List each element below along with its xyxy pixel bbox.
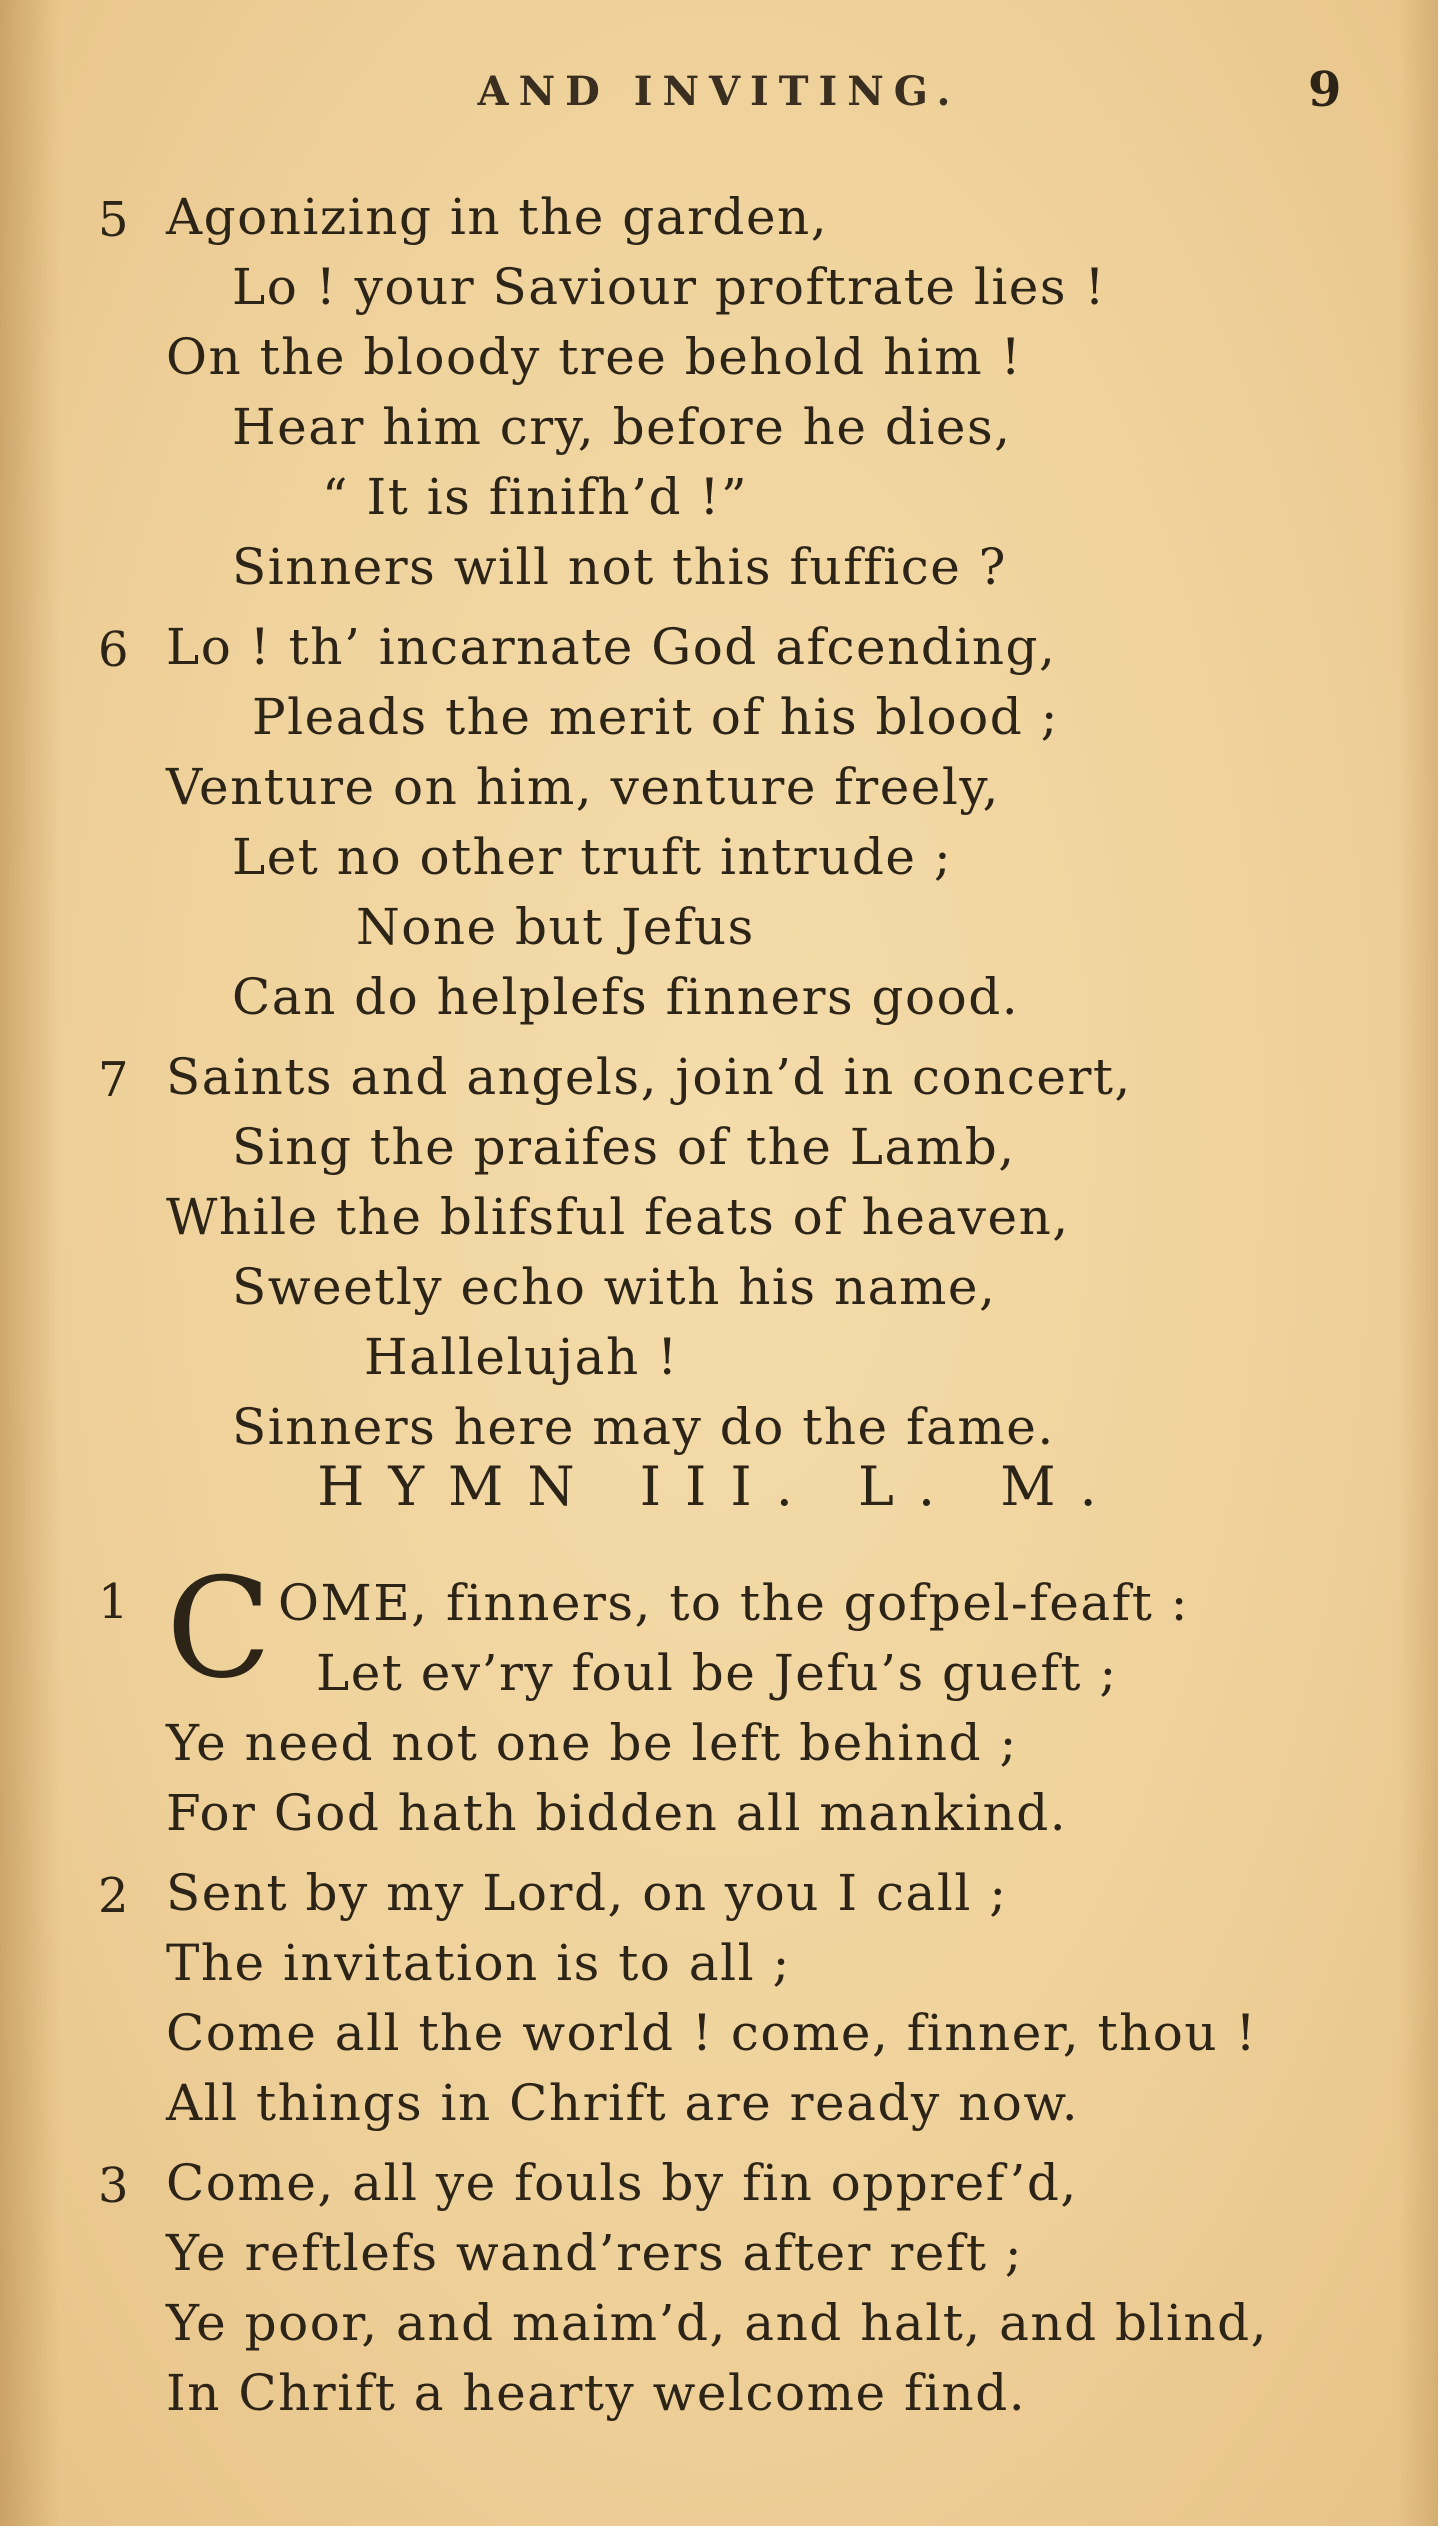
verse-number: 2: [98, 1868, 129, 1924]
verse-line: Sinners will not this fuffice ?: [232, 538, 1007, 596]
verse-line: Ye need not one be left behind ;: [166, 1714, 1018, 1772]
verse-line: Let ev’ry foul be Jefu’s gueft ;: [316, 1644, 1118, 1702]
verse-line: “ It is finifh’d !”: [322, 468, 749, 526]
verse-line: Pleads the merit of his blood ;: [252, 688, 1059, 746]
verse-line: Lo ! your Saviour proftrate lies !: [232, 258, 1107, 316]
verse-line: Sinners here may do the fame.: [232, 1398, 1055, 1456]
verse-line: Let no other truft intrude ;: [232, 828, 953, 886]
verse-line: Agonizing in the garden,: [166, 188, 829, 246]
verse-number: 5: [98, 192, 129, 248]
running-head: AND INVITING.: [477, 68, 961, 115]
verse-number: 6: [98, 622, 129, 678]
hymn-title: HYMN III. L. M.: [317, 1455, 1121, 1518]
verse-line: While the blifsful feats of heaven,: [166, 1188, 1070, 1246]
page-shadow-right: [1398, 0, 1438, 2526]
verse-line: Ye reftlefs wand’rers after reft ;: [166, 2224, 1024, 2282]
verse-line: Sweetly echo with his name,: [232, 1258, 997, 1316]
verse-line: For God hath bidden all mankind.: [166, 1784, 1068, 1842]
verse-number: 3: [98, 2158, 129, 2214]
verse-number: 7: [98, 1052, 129, 1108]
verse-line: All things in Chrift are ready now.: [166, 2074, 1080, 2132]
verse-line: On the bloody tree behold him !: [166, 328, 1023, 386]
verse-line: Come, all ye fouls by fin oppref’d,: [166, 2154, 1078, 2212]
verse-line: Hallelujah !: [364, 1328, 679, 1386]
drop-cap: C: [166, 1548, 272, 1709]
verse-line: Saints and angels, join’d in concert,: [166, 1048, 1132, 1106]
verse-line: Sent by my Lord, on you I call ;: [166, 1864, 1008, 1922]
verse-line: Come all the world ! come, finner, thou !: [166, 2004, 1258, 2062]
verse-line: Hear him cry, before he dies,: [232, 398, 1012, 456]
verse-line: Sing the praifes of the Lamb,: [232, 1118, 1016, 1176]
verse-line: None but Jefus: [356, 898, 755, 956]
verse-line: Ye poor, and maim’d, and halt, and blind,: [166, 2294, 1269, 2352]
verse-line: The invitation is to all ;: [166, 1934, 791, 1992]
verse-line: In Chrift a hearty welcome find.: [166, 2364, 1027, 2422]
verse-line: Venture on him, venture freely,: [166, 758, 1000, 816]
verse-line: Lo ! th’ incarnate God afcending,: [166, 618, 1057, 676]
page-shadow-left: [0, 0, 60, 2526]
verse-line: Can do helplefs finners good.: [232, 968, 1020, 1026]
verse-line: OME, finners, to the gofpel-feaft :: [278, 1574, 1190, 1632]
page-number: 9: [1308, 62, 1342, 118]
verse-number: 1: [98, 1574, 129, 1630]
